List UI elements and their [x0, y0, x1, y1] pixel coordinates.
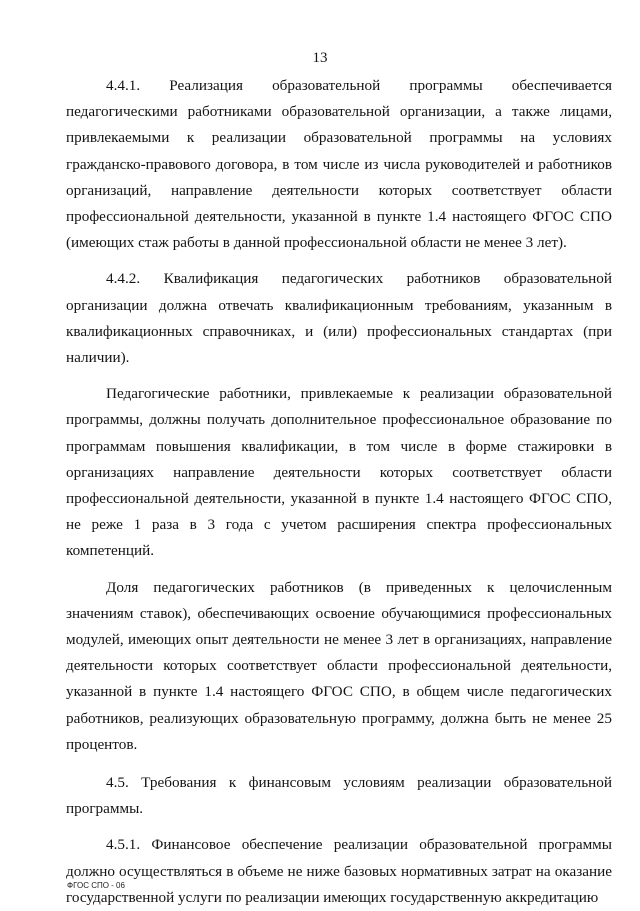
page-number: 13	[312, 50, 328, 66]
paragraph-teacher-training: Педагогические работники, привлекаемые к реализации образовательной программы, должны получать дополнительное профессиональное образование по программам повышения квалификации, в том числе в форме стажировки в организациях направление деятельности которых соответствует области профессиональной деятельности, указанной в пункте 1.4 настоящего ФГОС СПО, не реже 1 раза в 3 года с учетом расширения спектра профессиональных компетенций.	[66, 385, 612, 560]
document-body	[66, 73, 612, 911]
paragraph-4-4-1: 4.4.1. Реализация образовательной программы обеспечивается педагогическими работниками образовательной организации, а также лицами, привлекаемыми к реализации образовательной программы на условиях гражданско-правового договора, в том числе из числа руководителей и работников организаций, направление деятельности которых соответствует области профессиональной деятельности, указанной в пункте 1.4 настоящего ФГОС СПО (имеющих стаж работы в данной профессиональной области не менее 3 лет).	[66, 77, 612, 252]
paragraph-teacher-share: Доля педагогических работников (в приведенных к целочисленным значениям ставок), обеспечивающих освоение обучающимися профессиональных модулей, имеющих опыт деятельности не менее 3 лет в организациях, направление деятельности которых соответствует области профессиональной деятельности, указанной в пункте 1.4 настоящего ФГОС СПО, в общем числе педагогических работников, реализующих образовательную программу, должна быть не менее 25 процентов.	[66, 578, 612, 753]
page-footer: ФГОС СПО - 06	[67, 881, 125, 890]
paragraph-4-5: 4.5. Требования к финансовым условиям реализации образовательной программы.	[66, 774, 612, 818]
paragraph-4-4-2: 4.4.2. Квалификация педагогических работников образовательной организации должна отвечать квалификационным требованиям, указанным в квалификационных справочниках, и (или) профессиональных стандартах (при наличии).	[66, 270, 612, 367]
paragraph-4-5-1: 4.5.1. Финансовое обеспечение реализации образовательной программы должно осуществляться в объеме не ниже базовых нормативных затрат на оказание государственной услуги по реализации имеющих государственную аккредитацию	[66, 836, 612, 906]
